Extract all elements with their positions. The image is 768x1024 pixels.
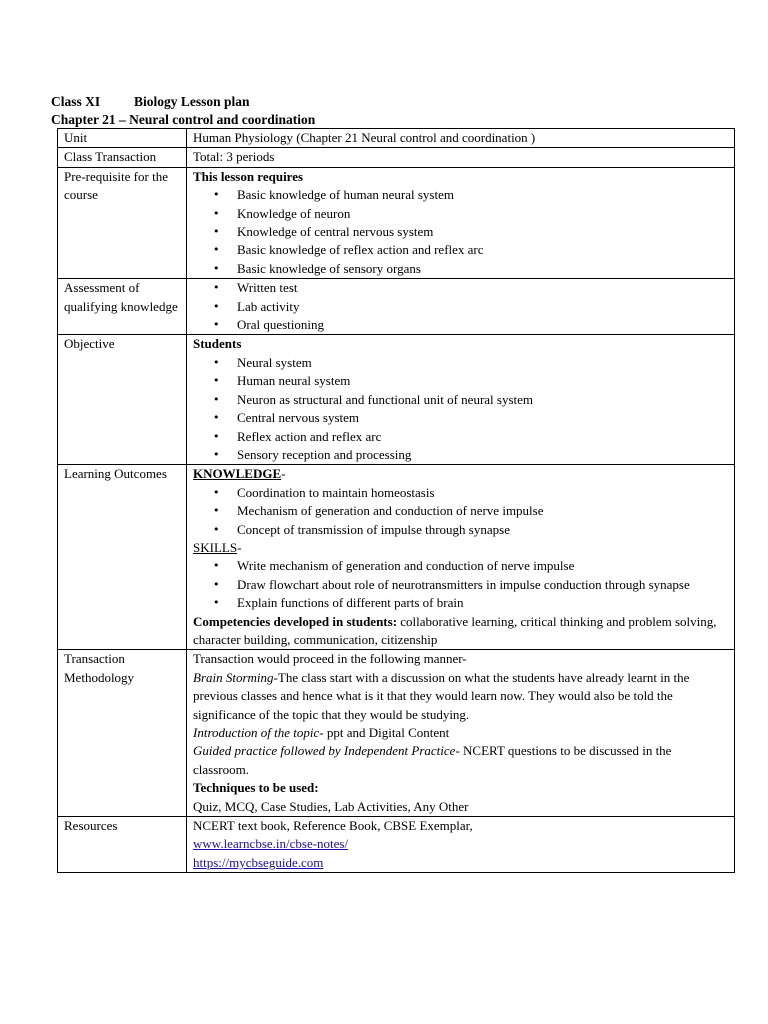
document-heading (51, 93, 315, 129)
label-class-transaction: Class Transaction (58, 148, 187, 167)
value-class-transaction: Total: 3 periods (187, 148, 735, 167)
list-item: • Knowledge of neuron (193, 205, 730, 223)
list-item: • Concept of transmission of impulse through synapse (193, 521, 730, 539)
skills-title: SKILLS (193, 539, 238, 555)
list-item: • Basic knowledge of sensory organs (193, 260, 730, 278)
techniques-text: Quiz, MCQ, Case Studies, Lab Activities, Any Other (193, 798, 469, 814)
objective-intro: Students (193, 336, 242, 352)
list-item: • Neuron as structural and functional unit of neural system (193, 391, 730, 409)
list-item: • Written test (193, 279, 730, 297)
list-item: • Sensory reception and processing (193, 446, 730, 464)
competencies-label: Competencies developed in students: (193, 613, 398, 629)
knowledge-heading: KNOWLEDGE- (193, 466, 286, 482)
row-objective (58, 335, 735, 465)
lesson-plan-table (57, 128, 735, 873)
row-unit (58, 129, 735, 148)
competencies-paragraph (193, 613, 730, 650)
list-item: • Reflex action and reflex arc (193, 428, 730, 446)
value-unit: Human Physiology (Chapter 21 Neural control and coordination ) (187, 129, 735, 148)
list-item: • Write mechanism of generation and conduction of nerve impulse (193, 557, 730, 575)
list-item: • Mechanism of generation and conduction of nerve impulse (193, 502, 730, 520)
class-label: Class XI (51, 94, 101, 109)
list-item: • Draw flowchart about role of neurotransmitters in impulse conduction through synapse (193, 576, 730, 594)
value-assessment (187, 279, 735, 335)
assessment-list (193, 279, 730, 334)
value-objective (187, 335, 735, 465)
list-item: • Lab activity (193, 298, 730, 316)
row-class-transaction (58, 148, 735, 167)
label-resources: Resources (58, 817, 187, 873)
brain-storming-label: Brain Storming (193, 669, 274, 685)
list-item: • Human neural system (193, 372, 730, 390)
label-unit: Unit (58, 129, 187, 148)
prereq-list (193, 186, 730, 278)
prereq-intro: This lesson requires (193, 168, 304, 184)
plan-title: Biology Lesson plan (134, 94, 250, 109)
title-line (51, 93, 315, 111)
knowledge-title: KNOWLEDGE (193, 466, 282, 482)
list-item: • Central nervous system (193, 409, 730, 427)
list-item: • Explain functions of different parts of brain (193, 594, 730, 612)
label-objective: Objective (58, 335, 187, 465)
resources-text: NCERT text book, Reference Book, CBSE Exemplar, (193, 818, 473, 834)
list-item: • Basic knowledge of reflex action and reflex arc (193, 241, 730, 259)
row-transaction-methodology (58, 650, 735, 817)
label-learning-outcomes: Learning Outcomes (58, 465, 187, 650)
competencies-text: collaborative learning, critical thinking and problem solving, character building, communication, citizenship (193, 613, 717, 647)
row-learning-outcomes (58, 465, 735, 650)
introduction-paragraph (193, 724, 730, 742)
value-prerequisite (187, 167, 735, 278)
list-item: • Coordination to maintain homeostasis (193, 484, 730, 502)
brain-storming-paragraph (193, 669, 730, 724)
mycbseguide-link[interactable]: https://mycbseguide.com (193, 854, 324, 870)
value-transaction-methodology (187, 650, 735, 817)
skills-heading: SKILLS- (193, 539, 242, 555)
brain-storming-text: -The class start with a discussion on what the students have already learnt in the previous classes and hence what is it that they would learn now. They would also be told the significance of the topic that they would be studying. (193, 669, 690, 722)
label-prerequisite: Pre-requisite for the course (58, 167, 187, 278)
label-assessment: Assessment of qualifying knowledge (58, 279, 187, 335)
introduction-text: - ppt and Digital Content (319, 725, 450, 740)
value-resources (187, 817, 735, 873)
guided-practice-paragraph (193, 742, 730, 779)
knowledge-list (193, 484, 730, 539)
objective-list (193, 354, 730, 464)
list-item: • Basic knowledge of human neural system (193, 186, 730, 204)
list-item: • Knowledge of central nervous system (193, 223, 730, 241)
row-assessment (58, 279, 735, 335)
value-learning-outcomes (187, 465, 735, 650)
list-item: • Neural system (193, 354, 730, 372)
skills-list (193, 557, 730, 612)
methodology-intro: Transaction would proceed in the following manner- (193, 651, 467, 667)
row-prerequisite (58, 167, 735, 278)
chapter-title: Chapter 21 – Neural control and coordination (51, 112, 316, 127)
techniques-label: Techniques to be used: (193, 780, 319, 796)
label-transaction-methodology: Transaction Methodology (58, 650, 187, 817)
row-resources (58, 817, 735, 873)
guided-practice-text: - NCERT questions to be discussed in the classroom. (193, 743, 672, 777)
guided-practice-label: Guided practice followed by Independent Practice (193, 743, 456, 759)
learncbse-link[interactable]: www.learncbse.in/cbse-notes/ (193, 836, 349, 852)
introduction-label: Introduction of the topic (193, 725, 320, 740)
list-item: • Oral questioning (193, 316, 730, 334)
